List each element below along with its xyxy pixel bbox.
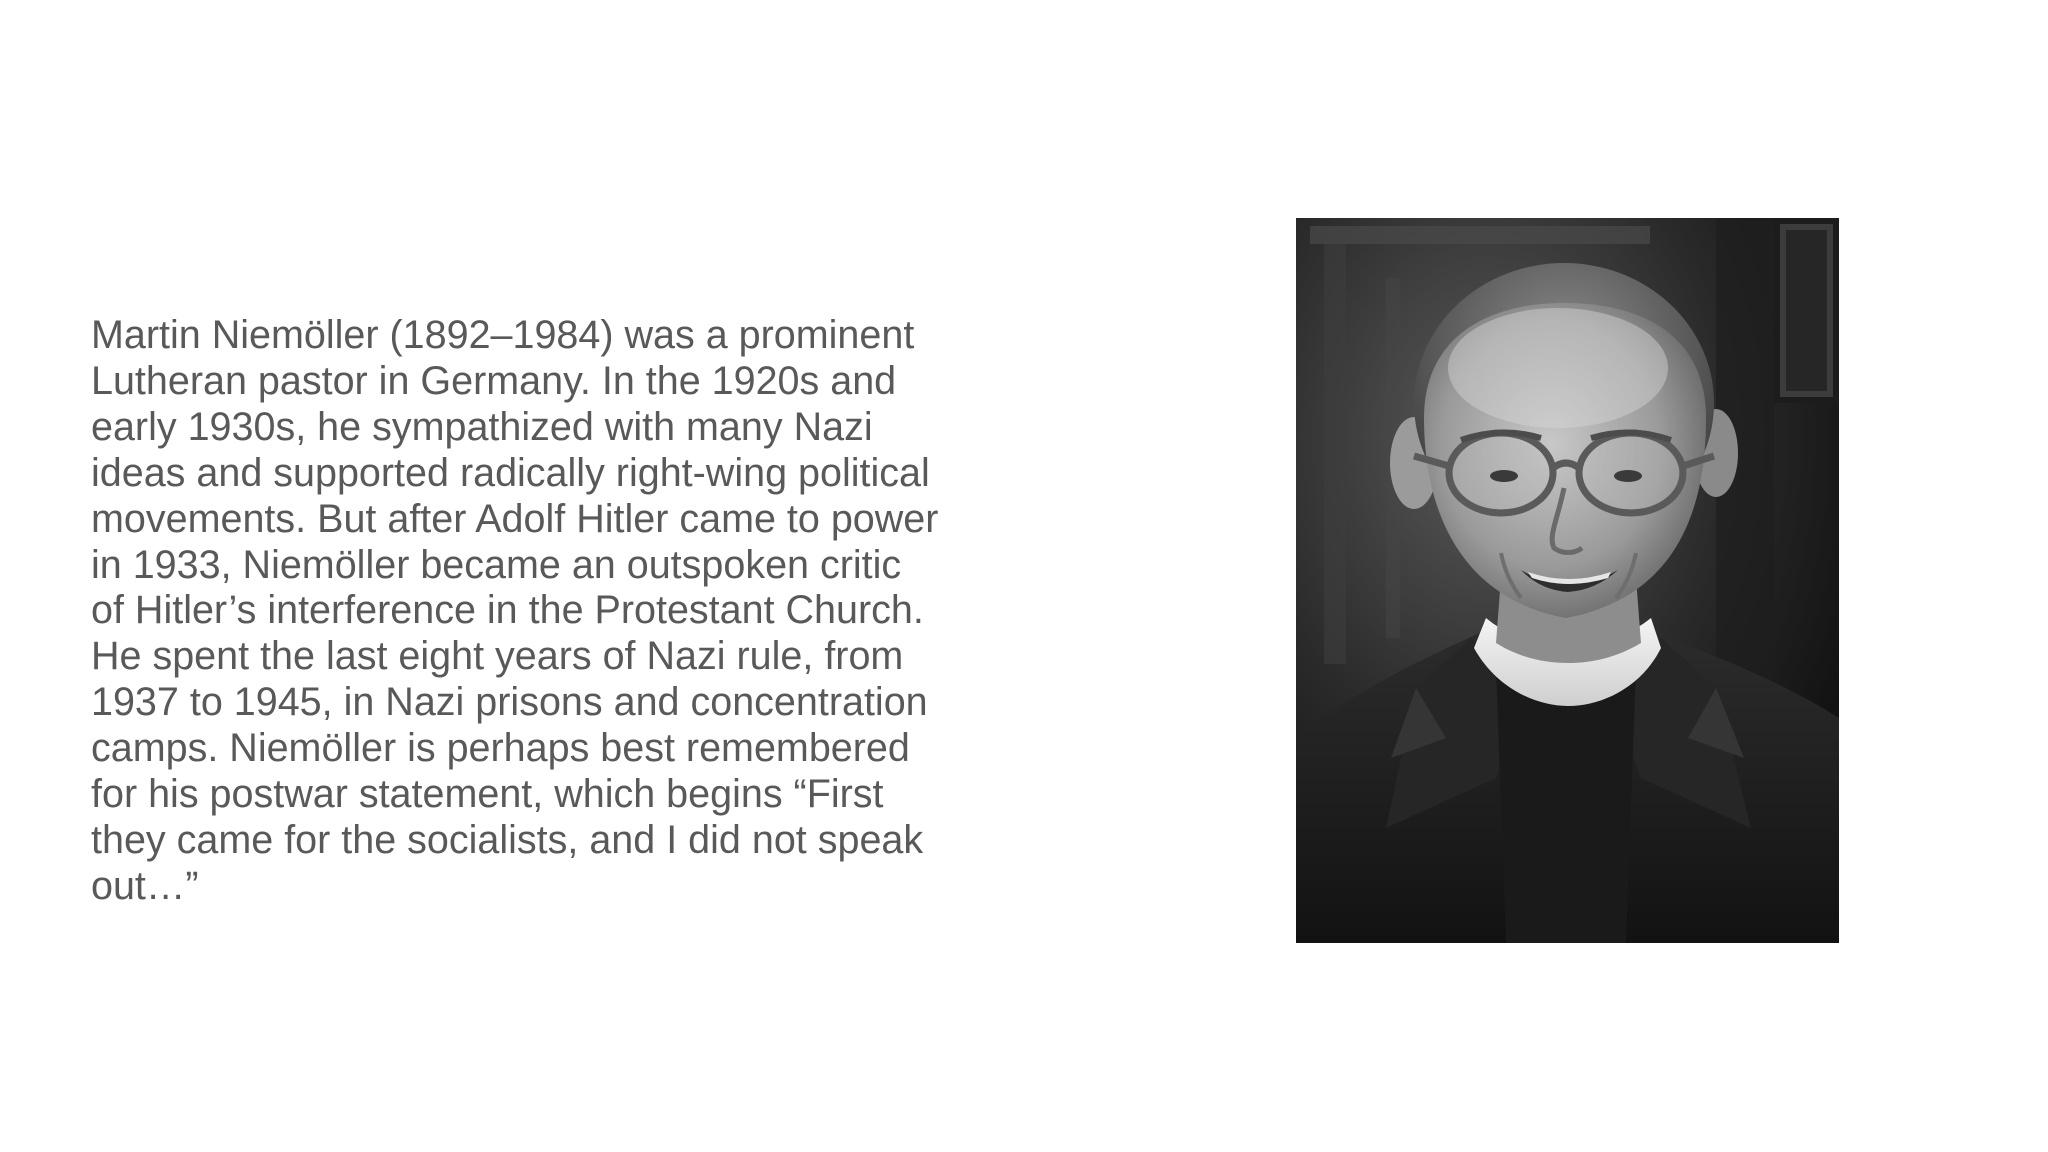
body-text: Martin Niemöller (1892–1984) was a prominent Lutheran pastor in Germany. In the 1920s and early 1930s, he sympathized with many Nazi ideas and supported radically right-wing political movements. But after Adolf Hitler came to power in 1933, Niemöller became an outspoken critic of Hitler’s interference in the Protestant Church. He spent the last eight years of Nazi rule, from 1937 to 1945, in Nazi prisons and concentration camps. Niemöller is perhaps best remembered for his postwar statement, which begins “First they came for the socialists, and I did not speak out…” — [91, 313, 939, 908]
portrait-photo — [1296, 218, 1839, 943]
